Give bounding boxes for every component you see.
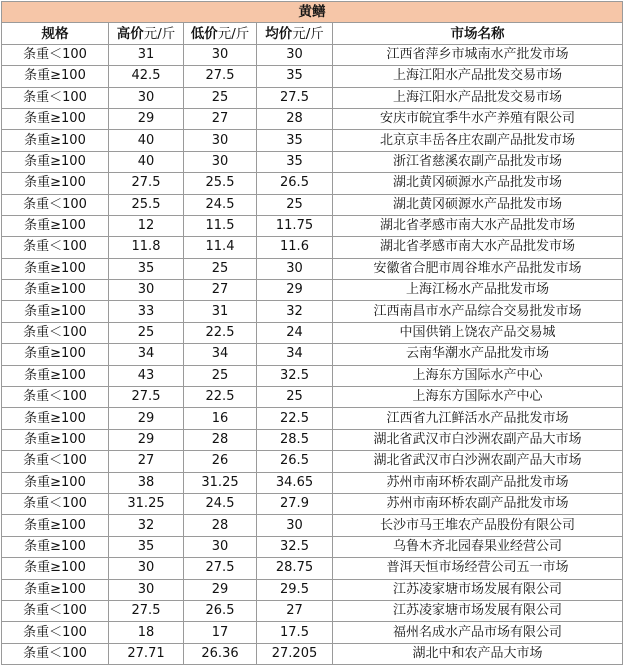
cell-market: 云南华潮水产品批发市场 [333,344,623,365]
table-row [2,66,623,87]
cell-high: 34 [109,344,184,365]
table-body [2,44,623,664]
cell-market: 浙江省慈溪农副产品批发市场 [333,151,623,172]
cell-high: 30 [109,87,184,108]
cell-avg: 32.5 [257,536,333,557]
cell-avg: 26.5 [257,451,333,472]
cell-market: 湖北黄冈硕源水产品批发市场 [333,194,623,215]
table-row [2,173,623,194]
cell-spec: 条重≥100 [2,536,109,557]
cell-high: 27.71 [109,643,184,664]
cell-low: 27 [184,280,257,301]
table-row [2,451,623,472]
cell-market: 长沙市马王堆农产品股份有限公司 [333,515,623,536]
header-spec: 规格 [2,23,109,44]
cell-market: 福州名成水产品市场有限公司 [333,622,623,643]
cell-avg: 11.6 [257,237,333,258]
table-row [2,301,623,322]
cell-spec: 条重＜100 [2,451,109,472]
cell-spec: 条重≥100 [2,66,109,87]
cell-high: 11.8 [109,237,184,258]
cell-market: 普洱天恒市场经营公司五一市场 [333,558,623,579]
cell-avg: 35 [257,130,333,151]
header-high-unit: 元/斤 [143,25,176,42]
cell-avg: 29 [257,280,333,301]
cell-low: 26.5 [184,600,257,621]
header-avg-label: 均价 [265,25,293,42]
price-table [1,1,623,665]
cell-low: 30 [184,536,257,557]
cell-spec: 条重≥100 [2,429,109,450]
cell-low: 27.5 [184,66,257,87]
cell-market: 上海江阳水产品批发交易市场 [333,66,623,87]
cell-avg: 22.5 [257,408,333,429]
cell-low: 17 [184,622,257,643]
cell-market: 湖北省武汉市白沙洲农副产品大市场 [333,451,623,472]
table-row [2,558,623,579]
header-low [184,23,257,44]
table-row [2,493,623,514]
table-row [2,579,623,600]
cell-high: 32 [109,515,184,536]
cell-market: 苏州市南环桥农副产品批发市场 [333,472,623,493]
cell-avg: 30 [257,515,333,536]
cell-avg: 30 [257,44,333,65]
table-row [2,322,623,343]
cell-high: 31.25 [109,493,184,514]
table-row [2,194,623,215]
cell-low: 22.5 [184,322,257,343]
cell-spec: 条重≥100 [2,130,109,151]
cell-market: 江苏凌家塘市场发展有限公司 [333,600,623,621]
cell-market: 湖北省武汉市白沙洲农副产品大市场 [333,429,623,450]
table-row [2,87,623,108]
cell-high: 29 [109,408,184,429]
cell-market: 湖北省孝感市南大水产品批发市场 [333,215,623,236]
cell-spec: 条重＜100 [2,322,109,343]
header-high-label: 高价 [116,25,144,42]
cell-spec: 条重≥100 [2,408,109,429]
cell-avg: 27.9 [257,493,333,514]
cell-high: 27.5 [109,387,184,408]
cell-spec: 条重＜100 [2,87,109,108]
cell-high: 43 [109,365,184,386]
cell-high: 33 [109,301,184,322]
cell-market: 湖北省孝感市南大水产品批发市场 [333,237,623,258]
cell-avg: 24 [257,322,333,343]
cell-low: 16 [184,408,257,429]
cell-spec: 条重≥100 [2,280,109,301]
cell-high: 29 [109,429,184,450]
table-row [2,408,623,429]
cell-market: 北京京丰岳各庄农副产品批发市场 [333,130,623,151]
cell-spec: 条重≥100 [2,579,109,600]
cell-low: 11.5 [184,215,257,236]
table-row [2,387,623,408]
cell-avg: 30 [257,258,333,279]
cell-low: 26 [184,451,257,472]
cell-avg: 28.75 [257,558,333,579]
cell-spec: 条重≥100 [2,365,109,386]
header-low-unit: 元/斤 [217,25,250,42]
cell-low: 30 [184,130,257,151]
cell-market: 上海江阳水产品批发交易市场 [333,87,623,108]
cell-low: 11.4 [184,237,257,258]
cell-spec: 条重＜100 [2,493,109,514]
cell-market: 苏州市南环桥农副产品批发市场 [333,493,623,514]
cell-market: 上海东方国际水产中心 [333,365,623,386]
cell-high: 30 [109,558,184,579]
cell-spec: 条重≥100 [2,558,109,579]
table-row [2,365,623,386]
cell-high: 40 [109,130,184,151]
header-row [2,23,623,44]
cell-spec: 条重≥100 [2,344,109,365]
cell-low: 31.25 [184,472,257,493]
cell-spec: 条重≥100 [2,151,109,172]
cell-spec: 条重＜100 [2,44,109,65]
cell-high: 18 [109,622,184,643]
cell-avg: 25 [257,194,333,215]
cell-high: 27 [109,451,184,472]
table-row [2,108,623,129]
table-row [2,472,623,493]
cell-spec: 条重≥100 [2,108,109,129]
cell-avg: 35 [257,151,333,172]
cell-low: 28 [184,515,257,536]
cell-spec: 条重＜100 [2,622,109,643]
cell-low: 26.36 [184,643,257,664]
cell-low: 24.5 [184,493,257,514]
cell-market: 江西省萍乡市城南水产批发市场 [333,44,623,65]
cell-low: 25 [184,258,257,279]
cell-spec: 条重＜100 [2,194,109,215]
cell-high: 42.5 [109,66,184,87]
cell-avg: 29.5 [257,579,333,600]
cell-avg: 25 [257,387,333,408]
table-row [2,237,623,258]
cell-low: 25 [184,87,257,108]
cell-market: 安徽省合肥市周谷堆水产品批发市场 [333,258,623,279]
cell-low: 30 [184,151,257,172]
cell-high: 29 [109,108,184,129]
table-row [2,643,623,664]
cell-spec: 条重＜100 [2,643,109,664]
cell-high: 31 [109,44,184,65]
cell-avg: 35 [257,66,333,87]
cell-low: 31 [184,301,257,322]
cell-high: 35 [109,258,184,279]
cell-high: 35 [109,536,184,557]
cell-high: 30 [109,579,184,600]
cell-low: 27 [184,108,257,129]
cell-avg: 11.75 [257,215,333,236]
cell-avg: 27.5 [257,87,333,108]
cell-spec: 条重＜100 [2,600,109,621]
header-low-label: 低价 [190,25,218,42]
cell-spec: 条重＜100 [2,237,109,258]
header-market: 市场名称 [333,23,623,44]
title-row [2,2,623,23]
table-row [2,258,623,279]
table-title: 黄鳝 [2,2,623,23]
cell-market: 乌鲁木齐北园春果业经营公司 [333,536,623,557]
cell-avg: 26.5 [257,173,333,194]
cell-low: 34 [184,344,257,365]
table-row [2,429,623,450]
cell-low: 25.5 [184,173,257,194]
table-row [2,600,623,621]
cell-low: 30 [184,44,257,65]
header-avg-unit: 元/斤 [292,25,324,42]
cell-spec: 条重≥100 [2,173,109,194]
table-row [2,130,623,151]
header-high [109,23,184,44]
cell-market: 上海东方国际水产中心 [333,387,623,408]
cell-market: 湖北中和农产品大市场 [333,643,623,664]
cell-market: 中国供销上饶农产品交易城 [333,322,623,343]
cell-market: 江苏凌家塘市场发展有限公司 [333,579,623,600]
cell-avg: 27.205 [257,643,333,664]
cell-low: 27.5 [184,558,257,579]
cell-spec: 条重≥100 [2,215,109,236]
table-row [2,536,623,557]
cell-spec: 条重≥100 [2,301,109,322]
cell-spec: 条重≥100 [2,258,109,279]
cell-low: 28 [184,429,257,450]
cell-market: 安庆市皖宜季牛水产养殖有限公司 [333,108,623,129]
header-avg [257,23,333,44]
cell-low: 29 [184,579,257,600]
cell-avg: 32 [257,301,333,322]
cell-avg: 17.5 [257,622,333,643]
cell-high: 25.5 [109,194,184,215]
cell-market: 上海江杨水产品批发市场 [333,280,623,301]
table-row [2,151,623,172]
cell-market: 湖北黄冈硕源水产品批发市场 [333,173,623,194]
cell-high: 12 [109,215,184,236]
table-row [2,344,623,365]
cell-high: 30 [109,280,184,301]
table-row [2,622,623,643]
cell-spec: 条重≥100 [2,515,109,536]
cell-spec: 条重＜100 [2,387,109,408]
cell-avg: 32.5 [257,365,333,386]
cell-avg: 28.5 [257,429,333,450]
cell-spec: 条重≥100 [2,472,109,493]
table-row [2,280,623,301]
cell-avg: 34 [257,344,333,365]
cell-market: 江西省九江鲜活水产品批发市场 [333,408,623,429]
cell-low: 24.5 [184,194,257,215]
cell-low: 25 [184,365,257,386]
cell-low: 22.5 [184,387,257,408]
cell-high: 38 [109,472,184,493]
table-row [2,515,623,536]
cell-market: 江西南昌市水产品综合交易批发市场 [333,301,623,322]
cell-avg: 34.65 [257,472,333,493]
table-row [2,44,623,65]
table-row [2,215,623,236]
cell-high: 40 [109,151,184,172]
cell-avg: 27 [257,600,333,621]
cell-high: 27.5 [109,600,184,621]
cell-avg: 28 [257,108,333,129]
cell-high: 25 [109,322,184,343]
cell-high: 27.5 [109,173,184,194]
